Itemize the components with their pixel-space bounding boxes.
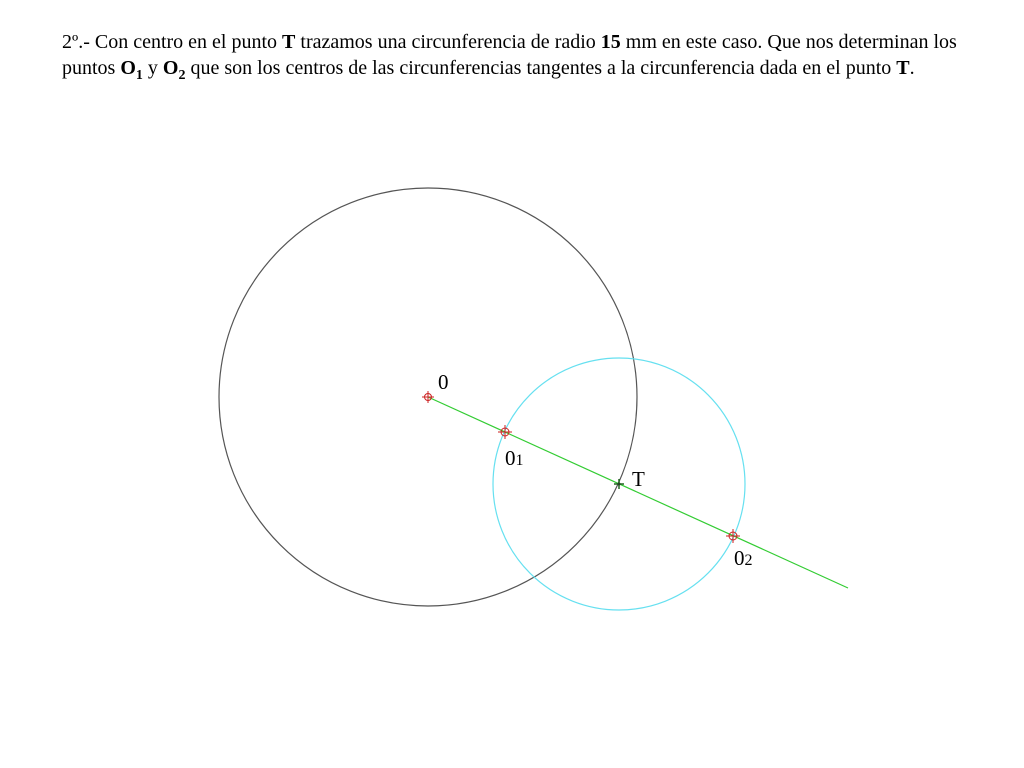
- instruction-text-3: mm en este caso. Que nos determinan los puntos: [62, 31, 957, 79]
- instruction-text-5: que son los centros de las circunferencias tangentes a la circunferencia dada en el punto: [185, 57, 897, 79]
- label-o2-sub: 2: [744, 552, 753, 569]
- point-o1-marker: [498, 425, 512, 439]
- label-o1-sub: 1: [515, 452, 524, 469]
- label-t: T: [632, 467, 645, 491]
- label-o2: [734, 546, 753, 570]
- label-o2-main: 0: [734, 546, 745, 570]
- point-t-ref-2: T: [896, 57, 910, 79]
- instruction-text-6: .: [909, 57, 915, 79]
- point-o1-ref-sub: 1: [135, 68, 143, 83]
- radius-value: 15: [600, 31, 621, 53]
- label-o1: [505, 446, 524, 470]
- center-line: [428, 397, 848, 588]
- instruction-text-2: trazamos una circunferencia de radio: [295, 31, 601, 53]
- point-o2-marker: [726, 529, 740, 543]
- point-o1-ref-letter: O: [120, 57, 136, 79]
- point-o2-ref-sub: 2: [178, 68, 186, 83]
- label-center-0: 0: [438, 370, 449, 394]
- instruction-text-1: 2º.- Con centro en el punto: [62, 31, 283, 53]
- instruction-text-4: y: [142, 57, 163, 79]
- point-t-marker: [614, 479, 624, 489]
- point-t-ref: T: [282, 31, 296, 53]
- point-0-marker: [422, 391, 434, 403]
- point-o2-ref-letter: O: [162, 57, 179, 79]
- label-o1-main: 0: [505, 446, 516, 470]
